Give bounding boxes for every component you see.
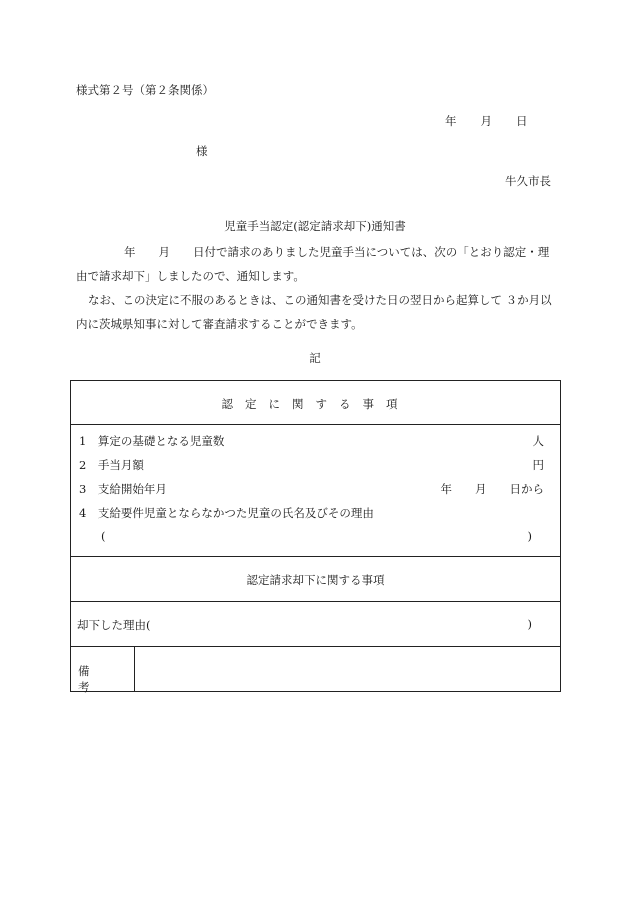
item-4 bbox=[79, 505, 374, 521]
remarks-label-cell bbox=[71, 647, 135, 692]
item-2-unit: 円 bbox=[532, 458, 544, 472]
item-label: 支給要件児童とならなかつた児童の氏名及びその理由 bbox=[97, 506, 374, 520]
item-number: 4 bbox=[79, 506, 87, 520]
item-1 bbox=[79, 433, 224, 449]
ki-heading: 記 bbox=[309, 351, 321, 365]
item-label: 支給開始年月 bbox=[97, 482, 167, 496]
reject-reason-label: 却下した理由( bbox=[77, 618, 151, 632]
item-number: 3 bbox=[79, 482, 87, 496]
date-day-label: 日 bbox=[516, 114, 528, 128]
section1-items bbox=[71, 425, 560, 557]
section2-header bbox=[71, 557, 560, 602]
form-number: 様式第２号（第２条関係） bbox=[76, 83, 214, 97]
remarks-row bbox=[71, 647, 560, 692]
notice-paragraph-2: なお、この決定に不服のあるときは、この通知書を受けた日の翌日から起算して ３か月以内に茨城県知事に対して審査請求することができます。 bbox=[76, 293, 552, 331]
decision-table bbox=[70, 380, 561, 692]
section1-title: 認定に関する事項 bbox=[221, 397, 410, 411]
item-number: 2 bbox=[79, 458, 87, 472]
item-3-unit: 年 月 日から bbox=[440, 482, 544, 496]
issue-date bbox=[445, 113, 528, 129]
issuer-name: 牛久市長 bbox=[505, 174, 551, 188]
item-4-open-paren: ( bbox=[101, 529, 106, 543]
item-label: 手当月額 bbox=[97, 458, 144, 472]
reject-reason-close-paren: ) bbox=[527, 617, 532, 631]
item-3 bbox=[79, 481, 167, 497]
section1-header bbox=[71, 381, 560, 425]
item-1-unit: 人 bbox=[532, 434, 544, 448]
item-number: 1 bbox=[79, 434, 87, 448]
remarks-label: 備考 bbox=[78, 664, 108, 694]
item-2 bbox=[79, 457, 144, 473]
notice-paragraph-1: 年 月 日付で請求のありました児童手当については、次の「とおり認定・理由で請求却下」しましたので、通知します。 bbox=[76, 245, 550, 283]
date-month-label: 月 bbox=[480, 114, 492, 128]
reject-reason-row bbox=[71, 602, 560, 647]
item-4-close-paren: ) bbox=[527, 529, 532, 543]
addressee-suffix: 様 bbox=[196, 144, 208, 158]
document-title: 児童手当認定(認定請求却下)通知書 bbox=[224, 219, 406, 233]
item-label: 算定の基礎となる児童数 bbox=[97, 434, 225, 448]
date-year-label: 年 bbox=[445, 114, 457, 128]
section2-title: 認定請求却下に関する事項 bbox=[246, 573, 385, 587]
